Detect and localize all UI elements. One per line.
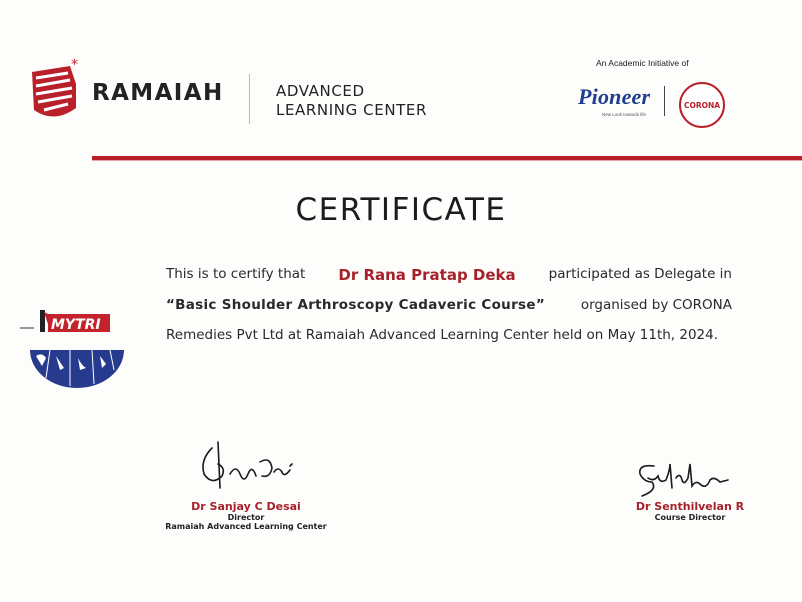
svg-text:*: * (71, 58, 78, 73)
pioneer-logo: Pioneer (578, 84, 651, 109)
certificate-body-line3: Remedies Pvt Ltd at Ramaiah Advanced Learning Center held on May 11th, 2024. (166, 327, 719, 343)
certificate-body-line1 (166, 266, 732, 284)
mytri-name: MYTRI (51, 317, 101, 333)
certificate-title: CERTIFICATE (295, 192, 507, 228)
recipient-name: Dr Rana Pratap Deka (338, 266, 516, 284)
signatory-role: Director (227, 513, 265, 522)
corona-logo-text: CORONA (683, 101, 721, 110)
pioneer-tagline: New Look towards life (602, 112, 647, 117)
header-rule-shadow (92, 160, 802, 161)
signatory-organisation: Ramaiah Advanced Learning Center (165, 522, 327, 531)
course-name: “Basic Shoulder Arthroscopy Cadaveric Course” (166, 297, 545, 313)
partner-divider (664, 86, 665, 116)
line2-suffix: organised by CORONA (580, 297, 732, 313)
header-divider (249, 74, 250, 124)
signatory-name: Dr Sanjay C Desai (191, 500, 301, 513)
signatory-name: Dr Senthilvelan R (635, 500, 745, 513)
center-name-line2: LEARNING CENTER (276, 101, 428, 119)
center-name-line1: ADVANCED (276, 82, 365, 100)
initiative-text: An Academic Initiative of (596, 58, 689, 68)
ramaiah-brand-name: RAMAIAH (92, 80, 224, 106)
signatory-role: Course Director (654, 513, 726, 522)
line1-suffix: participated as Delegate in (548, 266, 732, 282)
line1-prefix: This is to certify that (166, 266, 306, 282)
mytri-emblem-icon (20, 304, 128, 390)
corona-logo-icon (677, 80, 727, 130)
signature-sanjay-desai (190, 438, 300, 494)
certificate-body-line2 (166, 297, 732, 313)
ramaiah-logo-icon (28, 58, 84, 124)
signature-senthilvelan (630, 458, 740, 502)
